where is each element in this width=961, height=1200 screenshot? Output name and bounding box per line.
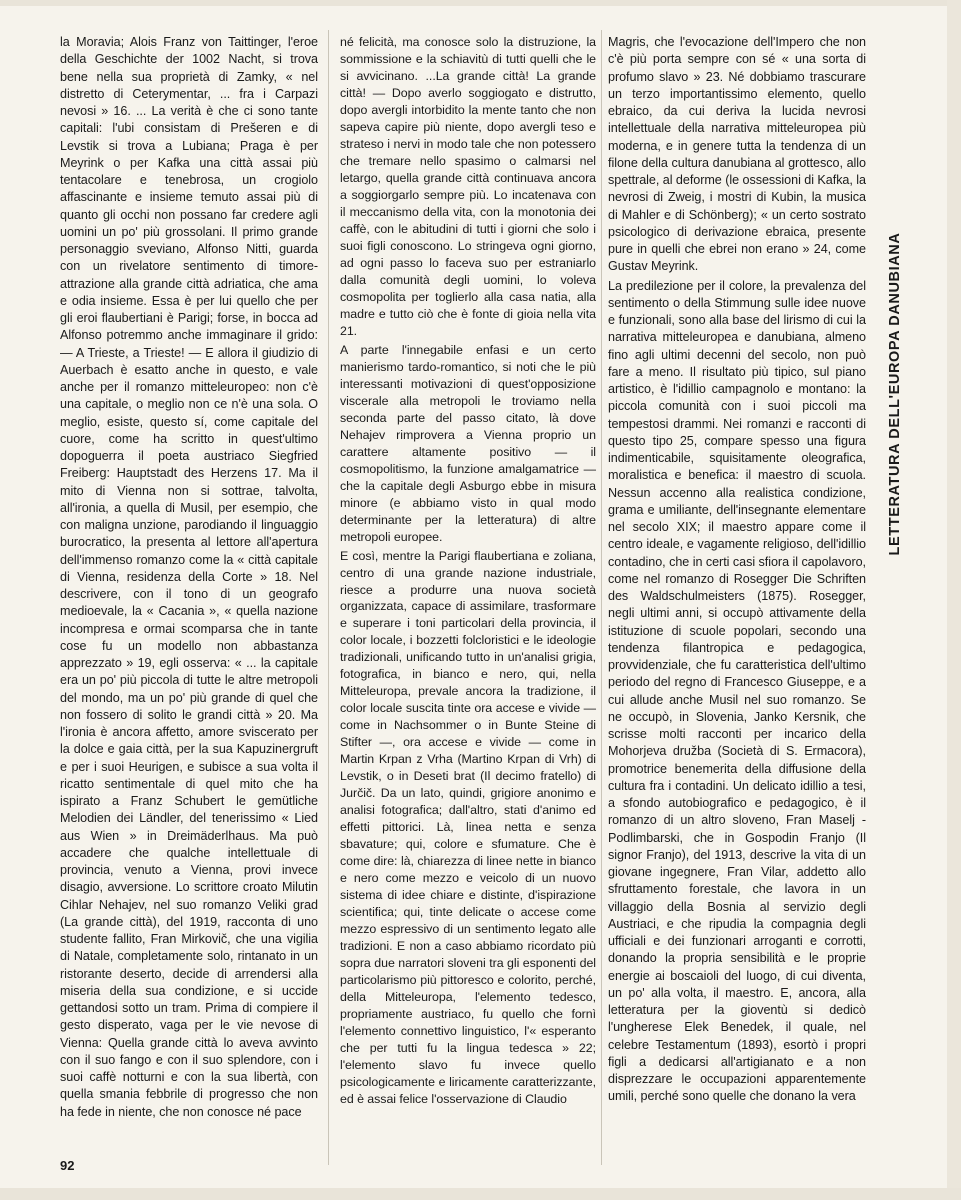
paragraph: La predilezione per il colore, la prevalenza del sentimento o della Stimmung sulle idee nuove e funzionali, sono alla base del lirismo di cui la narrativa mitteleuropea e danubiana, almeno fino agli ultimi decenni del secolo, non può fare a meno. Il risultato più tipico, sul piano artistico, è l'idillio campagnolo e montano: la piccola comunità con i suoi piccoli ma tempestosi drammi. Nei romanzi e racconti di questo tipo 25, compare spesso una figura indimenticabile, squisitamente oleografica, moralistica e benefica: il maestro di scuola. Nessun accenno alla realistica condizione, grama e umiliante, dell'insegnante elementare nel secolo XIX; il maestro appare come il centro ideale, e vagamente religioso, dell'idillio contadino, che in certi casi sfiora il capolavoro, come nel romanzo di Rosegger Die Schriften des Waldschulmeisters (1875). Rosegger, negli ultimi anni, si occupò attivamente della istituzione di scuole popolari, secondo una tendenza filantropica e pedagogica, provvidenziale, che fu caratteristica dell'ultimo periodo del regno di Francesco Giuseppe, e a cui allude anche Musil nel suo romanzo. Se ne occupò, in Slovenia, Janko Kersnik, che scrisse molti racconti per incarico della Mohorjeva družba (Società di S. Ermacora), promotrice benemerita della diffusione della cultura fra i contadini. Un delicato idillio a tesi, a sfondo autobiografico e pedagogico, è il romanzo di un altro sloveno, Fran Maselj - Podlimbarski, che in Gospodin Franjo (Il signor Franjo), del 1913, descrive la vita di un giovane ingegnere, Fran Vilar, addetto allo sfruttamento forestale, che lavora in un villaggio della Bosnia al servizio degli Austriaci, e che ripudia la compagnia degli ufficiali e dei funzionari arroganti e corrotti, donando la propria sensibilità e le proprie energie ai boscaioli del luogo, di cui diventa, un po' alla volta, il maestro. E, ancora, alla letteratura per la gioventù si dedicò l'ungherese Elek Benedek, il quale, nel celebre Testamentum (1893), esortò i propri figli a dedicarsi all'artigianato e a non disprezzare le occupazioni apparentemente umili, perché sono quelle che donano la vera	[608, 278, 866, 1104]
side-title-text: LETTERATURA DELL'EUROPA DANUBIANA	[887, 232, 903, 556]
text-column-2	[340, 34, 596, 1108]
text-column-3	[608, 34, 866, 1106]
page-edge-bottom	[0, 1188, 961, 1200]
paragraph: la Moravia; Alois Franz von Taittinger, l'eroe della Geschichte der 1002 Nacht, si trova bene nella sua proprietà di Zamky, « nel distretto di Ceterymentar, ... fra i Carpazi nevosi » 16. ... La verità è che ci sono tante capitali: l'ubi consistam di Prešeren e di Levstik si trova a Lubiana; Praga è per Meyrink o per Kafka una città assai più tentacolare e tenebrosa, un crogiolo affascinante e insieme temuto assai più di quanto gli occhi non possano far credere agli uomini un po' più grossolani. Il primo grande personaggio sveviano, Alfonso Nitti, guarda con un rivelatore sentimento di timore-attrazione alla grande città adriatica, che ama e odia insieme. Essa è per lui quello che per gli eroi flaubertiani è Parigi; forse, in bocca ad Alfonso potremmo anche immaginare il grido: — A Trieste, a Trieste! — E allora il giudizio di Auerbach è esatto anche in questo, e vale anche per il romanzo mitteleuropeo: non c'è una capitale, o meglio non ce n'è una sola. O meglio, esiste, questo sí, come capitale del cuore, come ha scritto in quest'ultimo dopoguerra il poeta austriaco Siegfried Freiberg: Hauptstadt des Herzens 17. Ma il mito di Vienna non si sottrae, talvolta, all'ironia, a quella di Musil, per esempio, che con maligna unzione, parodiando il linguaggio burocratico, la presenta al lettore all'apertura dell'immenso romanzo come la « città capitale di Vienna, residenza della Corte » 18. Nel descrivere, con il tono di un geografo medioevale, la « Cacania », « quella nazione incompresa e ormai scomparsa che in tante cose fu un modello non abbastanza apprezzato » 19, egli osserva: « ... la capitale era un po' più piccola di tutte le altre metropoli del mondo, ma un po' più grande di quel che non fossero di solito le grandi città » 20. Ma l'ironia è ancora affetto, amore sviscerato per la dolce e gaia città, per la sua Kapuzinergruft e per i suoi Heurigen, e subisce a sua volta il ricatto sentimentale di quel mito che ha ispirato a Franz Schubert le gemütliche Melodien dei Ländler, del tenerissimo « Lied aus Wien » in Dreimäderlhaus. Ma può accadere che qualche intellettuale di provincia, venuto a Vienna, provi invece disagio, avversione. Lo scrittore croato Milutin Cihlar Nehajev, nel suo romanzo Veliki grad (La grande città), del 1919, racconta di uno studente fallito, Fran Mirkovič, che una vigilia di Natale, completamente solo, rintanato in un ristorante deserto, decide di arrendersi alla miseria della sua condizione, e si uccide gettandosi sotto un tram. Prima di compiere il gesto disperato, vaga per le vie nevose di Vienna: Quella grande città lo aveva avvinto con il suo fango e con il suo splendore, con i suoi caffè notturni e con la sua libertà, con quella smania febbrile di progresso che non ha fede in niente, che non conosce né pace	[60, 35, 318, 1119]
paragraph: Magris, che l'evocazione dell'Impero che non c'è più porta sempre con sé « una sorta di profumo slavo » 23. Né dobbiamo trascurare un terzo importantissimo elemento, quello ebraico, da cui deriva la lucida nevrosi intellettuale della narrativa mitteleuropea più moderna, e in genere tutta la tendenza di un filone della cultura danubiana al grottesco, allo spettrale, al deforme (le ossessioni di Kafka, la nevrosi di Zweig, i mostri di Kubin, la musica di Mahler e di Schönberg); « un certo sostrato psicologico di derivazione ebraica, presente pure in quelli che ebrei non erano » 24, come Gustav Meyrink.	[608, 35, 866, 274]
paragraph: E così, mentre la Parigi flaubertiana e zoliana, centro di una grande nazione industriale, riesce a produrre una nuova società organizzata, capace di assimilare, trasformare e superare i toni particolari della provincia, il color locale, i bozzetti folcloristici e le ideologie tradizionali, unificando tutto in un'analisi grigia, fotografica, in bianco e nero, qui, nella Mitteleuropa, prevale ancora la tradizione, il color locale suscita tinte ora accese e vivide — come in Nachsommer o in Bunte Steine di Stifter —, ora accese e vivide — come in Martin Krpan z Vrha (Martino Krpan di Vrh) di Levstik, o in Deseti brat (Il decimo fratello) di Jurčič. Da un lato, quindi, grigiore anonimo e analisi fotografica; dall'altro, stati d'animo ed effetti pittorici. Là, linea netta e senza sbavature; qui, colore e sfumature. Che è come dire: là, chiarezza di linee nette in bianco e nero come mezzo e veicolo di un nuovo sistema di idee chiare e distinte, d'ispirazione scientifica; qui, tinte delicate o accese come mezzo espressivo di un sentimento legato alle tradizioni. E non a caso abbiamo ricordato più sopra due narratori sloveni tra gli esponenti del particolarismo più pittoresco e colorito, perché, della Mitteleuropa, l'elemento tedesco, propriamente austriaco, fu quello che fornì l'elemento connettivo linguistico, l'« esperanto che per tutti fu la lingua tedesca » 22; l'elemento slavo fu invece quello psicologicamente e liricamente caratterizzante, ed è assai felice l'osservazione di Claudio	[340, 548, 596, 1107]
column-divider	[601, 30, 602, 1165]
column-divider	[328, 30, 329, 1165]
page-edge-right	[947, 0, 961, 1200]
paragraph: A parte l'innegabile enfasi e un certo manierismo tardo-romantico, si noti che le più interessanti motivazioni di quest'opposizione viscerale alla metropoli le troviamo nella seconda parte del passo citato, là dove Nehajev rimprovera a Vienna proprio un carattere altamente positivo — il cosmopolitismo, la funzione amalgamatrice — che la capitale degli Asburgo ebbe in misura minore (e abbiamo visto in qual modo determinante per la letteratura) di altre metropoli europee.	[340, 342, 596, 544]
paragraph: né felicità, ma conosce solo la distruzione, la sommissione e la schiavitù di tutti quelli che le si avvicinano. ...La grande città! La grande città! — Dopo averlo soggiogato e distrutto, dopo avergli intorbidito la mente tanto che non sapeva capire più niente, dopo avergli teso e strateso i nervi in modo tale che non potessero che tremare nello spasimo o calmarsi nel letargo, quella grande città continuava ancora a soggiorgarlo sempre più. Lo incatenava con il meccanismo della vita, con la monotonia dei caffè, con le abitudini di tutti i giorni che solo i suoi figli conoscono. Lo stringeva ogni giorno, ad ogni passo lo faceva suo per estraniarlo dalla comunità degli uomini, lo voleva cosmopolita per toglierlo alla casa natia, alla madre e tutto ciò che è fonte di gioia nella vita 21.	[340, 35, 596, 338]
page-number: 92	[60, 1158, 75, 1173]
page-edge-top	[0, 0, 961, 6]
running-side-title	[880, 34, 910, 814]
text-column-1	[60, 34, 318, 1121]
